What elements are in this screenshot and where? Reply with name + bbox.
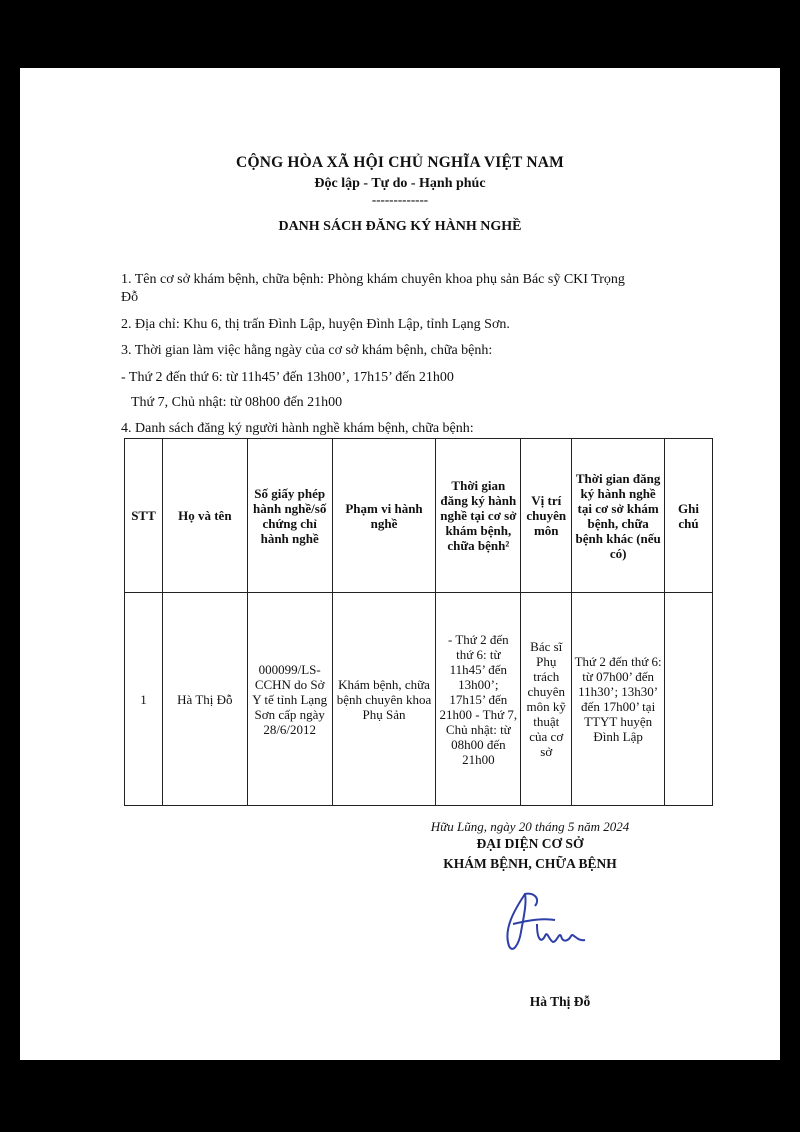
document-page <box>20 68 780 1060</box>
cell-other-time: Thứ 2 đến thứ 6: từ 07h00’ đến 11h30’; 13h30’ đến 17h00’ tại TTYT huyện Đình Lập <box>572 593 665 806</box>
registration-table <box>124 438 713 806</box>
handwritten-signature <box>485 884 595 964</box>
table-header-row <box>125 439 713 593</box>
representative-title-1: ĐẠI DIỆN CƠ SỞ <box>476 836 584 851</box>
cell-name: Hà Thị Đỗ <box>162 593 247 806</box>
signer-name: Hà Thị Đỗ <box>529 994 591 1009</box>
country-heading: CỘNG HÒA XÃ HỘI CHỦ NGHĨA VIỆT NAM <box>236 154 564 171</box>
col-header-other-time: Thời gian đăng ký hành nghề tại cơ sở khám bệnh, chữa bệnh khác (nếu có) <box>572 439 665 593</box>
info-line-6: 4. Danh sách đăng ký người hành nghề khám bệnh, chữa bệnh: <box>121 421 474 436</box>
col-header-license: Số giấy phép hành nghề/số chứng chỉ hành nghề <box>247 439 332 593</box>
cell-time: - Thứ 2 đến thứ 6: từ 11h45’ đến 13h00’; 17h15’ đến 21h00 - Thứ 7, Chủ nhật: từ 08h00 đến 21h00 <box>436 593 521 806</box>
col-header-time: Thời gian đăng ký hành nghề tại cơ sở khám bệnh, chữa bệnh² <box>436 439 521 593</box>
sign-date: Hữu Lũng, ngày 20 tháng 5 năm 2024 <box>430 819 630 834</box>
col-header-name: Họ và tên <box>162 439 247 593</box>
cell-scope: Khám bệnh, chữa bệnh chuyên khoa Phụ Sản <box>332 593 436 806</box>
representative-title-2: KHÁM BỆNH, CHỮA BỆNH <box>443 856 617 871</box>
info-line-2: 2. Địa chỉ: Khu 6, thị trấn Đình Lập, huyện Đình Lập, tỉnh Lạng Sơn. <box>121 317 510 332</box>
table-row <box>125 593 713 806</box>
header-divider: ------------- <box>371 192 429 207</box>
cell-stt: 1 <box>125 593 163 806</box>
motto: Độc lập - Tự do - Hạnh phúc <box>314 176 486 191</box>
cell-note <box>665 593 713 806</box>
col-header-scope: Phạm vi hành nghề <box>332 439 436 593</box>
col-header-stt: STT <box>125 439 163 593</box>
cell-position: Bác sĩ Phụ trách chuyên môn kỹ thuật của cơ sở <box>521 593 572 806</box>
col-header-note: Ghi chú <box>665 439 713 593</box>
info-line-5: Thứ 7, Chủ nhật: từ 08h00 đến 21h00 <box>131 395 343 410</box>
col-header-position: Vị trí chuyên môn <box>521 439 572 593</box>
info-line-1-cont: Đỗ <box>121 290 139 305</box>
document-title: DANH SÁCH ĐĂNG KÝ HÀNH NGHỀ <box>278 219 522 234</box>
cell-license: 000099/LS-CCHN do Sở Y tế tỉnh Lạng Sơn cấp ngày 28/6/2012 <box>247 593 332 806</box>
info-line-1: 1. Tên cơ sở khám bệnh, chữa bệnh: Phòng khám chuyên khoa phụ sản Bác sỹ CKI Trọng <box>121 272 625 287</box>
info-line-3: 3. Thời gian làm việc hằng ngày của cơ sở khám bệnh, chữa bệnh: <box>121 343 493 358</box>
info-line-4: - Thứ 2 đến thứ 6: từ 11h45’ đến 13h00’, 17h15’ đến 21h00 <box>121 370 454 385</box>
